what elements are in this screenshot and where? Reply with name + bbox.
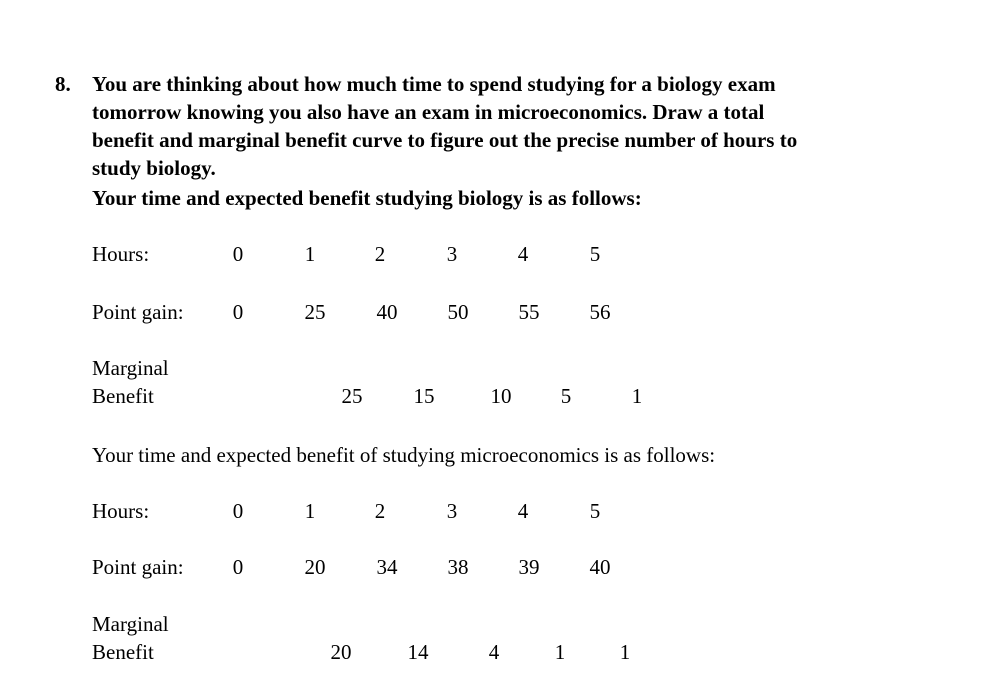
- bio-mb-value: 5: [560, 384, 572, 408]
- micro-hours-value: 5: [589, 499, 601, 523]
- bio-mb-label-line2: Benefit: [92, 384, 154, 408]
- micro-intro: Your time and expected benefit of studying microeconomics is as follows:: [92, 443, 716, 467]
- bio-mb-value: 15: [413, 384, 435, 408]
- bio-points-value: 50: [447, 300, 469, 324]
- question-line-3: benefit and marginal benefit curve to figure out the precise number of hours to: [92, 128, 798, 152]
- micro-hours-value: 2: [374, 499, 386, 523]
- micro-mb-value: 1: [554, 640, 566, 664]
- bio-points-value: 40: [376, 300, 398, 324]
- question-line-2: tomorrow knowing you also have an exam in microeconomics. Draw a total: [92, 100, 765, 124]
- bio-mb-value: 1: [631, 384, 643, 408]
- bio-mb-value: 25: [341, 384, 363, 408]
- bio-points-value: 0: [232, 300, 244, 324]
- bio-points-value: 25: [304, 300, 326, 324]
- micro-hours-label: Hours:: [92, 499, 150, 523]
- micro-points-value: 38: [447, 555, 469, 579]
- micro-hours-value: 0: [232, 499, 244, 523]
- micro-points-value: 40: [589, 555, 611, 579]
- bio-points-value: 56: [589, 300, 611, 324]
- micro-hours-value: 1: [304, 499, 316, 523]
- bio-hours-value: 3: [446, 242, 458, 266]
- bio-hours-value: 1: [304, 242, 316, 266]
- bio-points-label: Point gain:: [92, 300, 184, 324]
- question-number: 8.: [55, 72, 71, 96]
- micro-mb-value: 1: [619, 640, 631, 664]
- micro-points-value: 39: [518, 555, 540, 579]
- bio-points-value: 55: [518, 300, 540, 324]
- bio-hours-value: 4: [517, 242, 529, 266]
- bio-hours-label: Hours:: [92, 242, 150, 266]
- micro-points-value: 34: [376, 555, 398, 579]
- question-line-4: study biology.: [92, 156, 216, 180]
- micro-mb-value: 14: [407, 640, 429, 664]
- micro-points-value: 20: [304, 555, 326, 579]
- micro-hours-value: 4: [517, 499, 529, 523]
- micro-mb-label-line2: Benefit: [92, 640, 154, 664]
- question-line-5: Your time and expected benefit studying biology is as follows:: [92, 186, 642, 210]
- bio-mb-label-line1: Marginal: [92, 356, 169, 380]
- micro-hours-value: 3: [446, 499, 458, 523]
- bio-hours-value: 0: [232, 242, 244, 266]
- micro-mb-value: 4: [488, 640, 500, 664]
- micro-mb-value: 20: [330, 640, 352, 664]
- bio-hours-value: 2: [374, 242, 386, 266]
- micro-points-value: 0: [232, 555, 244, 579]
- question-line-1: You are thinking about how much time to spend studying for a biology exam: [92, 72, 776, 96]
- bio-hours-value: 5: [589, 242, 601, 266]
- micro-points-label: Point gain:: [92, 555, 184, 579]
- micro-mb-label-line1: Marginal: [92, 612, 169, 636]
- bio-mb-value: 10: [490, 384, 512, 408]
